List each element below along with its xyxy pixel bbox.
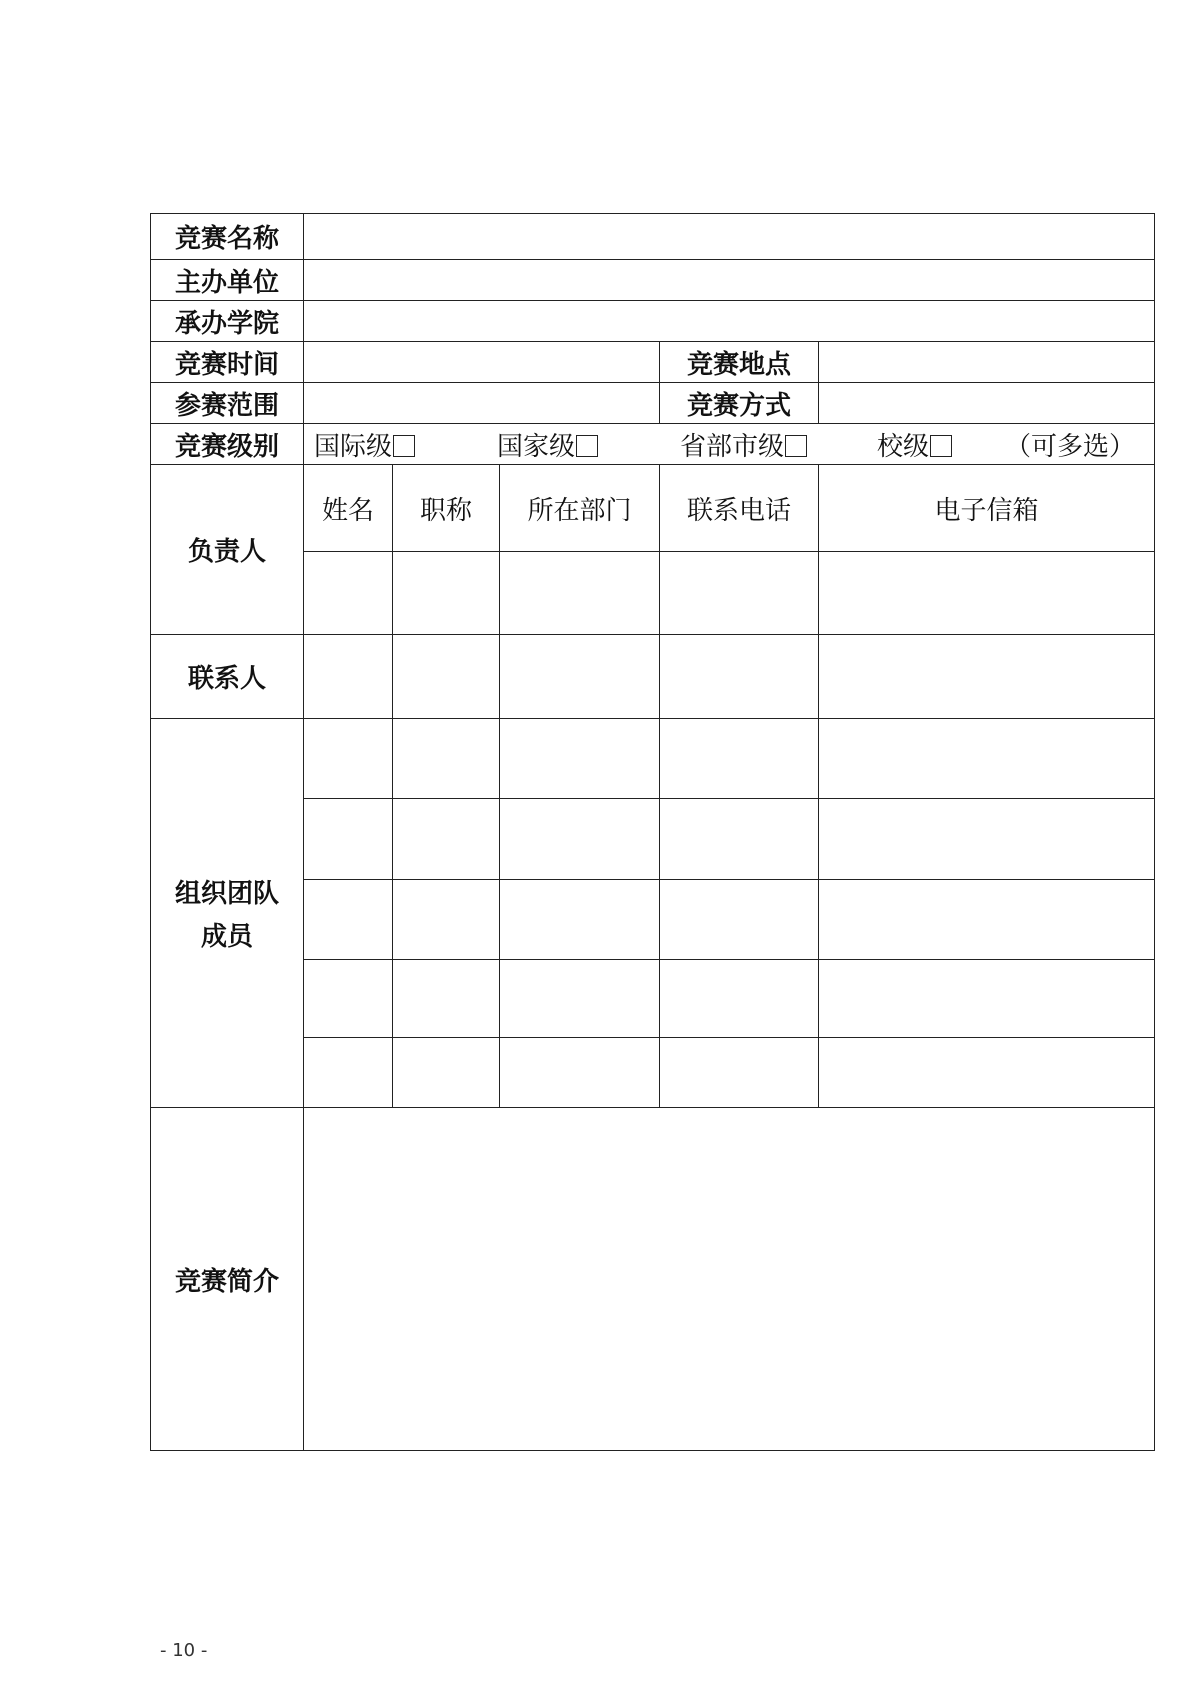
table-cell[interactable] [304,880,393,960]
table-cell[interactable] [660,635,819,719]
table-cell[interactable] [304,799,393,880]
organizer-label: 主办单位 [151,260,304,301]
level-option-provincial[interactable]: 省部市级 [680,426,877,463]
table-cell[interactable] [819,719,1155,799]
table-cell[interactable] [393,960,500,1038]
contact-label: 联系人 [151,635,304,719]
table-cell[interactable] [393,799,500,880]
mode-field[interactable] [819,383,1155,424]
table-cell[interactable] [500,552,660,635]
intro-label: 竞赛简介 [151,1108,304,1451]
level-option-national[interactable]: 国家级 [497,426,680,463]
table-cell[interactable] [819,1038,1155,1108]
table-cell[interactable] [660,1038,819,1108]
multi-select-note: （可多选） [1005,431,1136,462]
table-cell[interactable] [393,1038,500,1108]
table-cell[interactable] [500,960,660,1038]
table-cell[interactable] [304,635,393,719]
competition-name-field[interactable] [304,214,1155,260]
table-cell[interactable] [304,719,393,799]
column-header-department: 所在部门 [500,465,660,552]
table-cell[interactable] [660,799,819,880]
table-cell[interactable] [500,880,660,960]
competition-name-label: 竞赛名称 [151,214,304,260]
table-cell[interactable] [393,719,500,799]
checkbox-icon[interactable] [930,435,952,457]
level-option-international[interactable]: 国际级 [314,426,497,463]
column-header-title: 职称 [393,465,500,552]
column-header-phone: 联系电话 [660,465,819,552]
table-cell[interactable] [393,552,500,635]
table-cell[interactable] [500,1038,660,1108]
level-option-school[interactable]: 校级 [877,426,1005,463]
time-label: 竞赛时间 [151,342,304,383]
host-college-field[interactable] [304,301,1155,342]
checkbox-icon[interactable] [785,435,807,457]
table-cell[interactable] [304,1038,393,1108]
table-cell[interactable] [819,880,1155,960]
level-label: 竞赛级别 [151,424,304,465]
column-header-name: 姓名 [304,465,393,552]
competition-application-form [150,213,1155,1451]
table-cell[interactable] [660,719,819,799]
scope-label: 参赛范围 [151,383,304,424]
table-cell[interactable] [660,960,819,1038]
table-cell[interactable] [660,552,819,635]
host-college-label: 承办学院 [151,301,304,342]
table-cell[interactable] [500,799,660,880]
table-cell[interactable] [819,552,1155,635]
checkbox-icon[interactable] [576,435,598,457]
table-cell[interactable] [819,799,1155,880]
table-cell[interactable] [500,635,660,719]
organizer-field[interactable] [304,260,1155,301]
level-options-row [304,424,1155,465]
table-cell[interactable] [393,880,500,960]
table-cell[interactable] [660,880,819,960]
column-header-email: 电子信箱 [819,465,1155,552]
table-cell[interactable] [304,960,393,1038]
team-members-label: 组织团队 成员 [151,719,304,1108]
mode-label: 竞赛方式 [660,383,819,424]
scope-field[interactable] [304,383,660,424]
time-field[interactable] [304,342,660,383]
checkbox-icon[interactable] [393,435,415,457]
table-cell[interactable] [393,635,500,719]
person-in-charge-label: 负责人 [151,465,304,635]
table-cell[interactable] [304,552,393,635]
page-number: - 10 - [160,1640,208,1661]
intro-field[interactable] [304,1108,1155,1451]
table-cell[interactable] [819,635,1155,719]
table-cell[interactable] [819,960,1155,1038]
table-cell[interactable] [500,719,660,799]
location-field[interactable] [819,342,1155,383]
location-label: 竞赛地点 [660,342,819,383]
